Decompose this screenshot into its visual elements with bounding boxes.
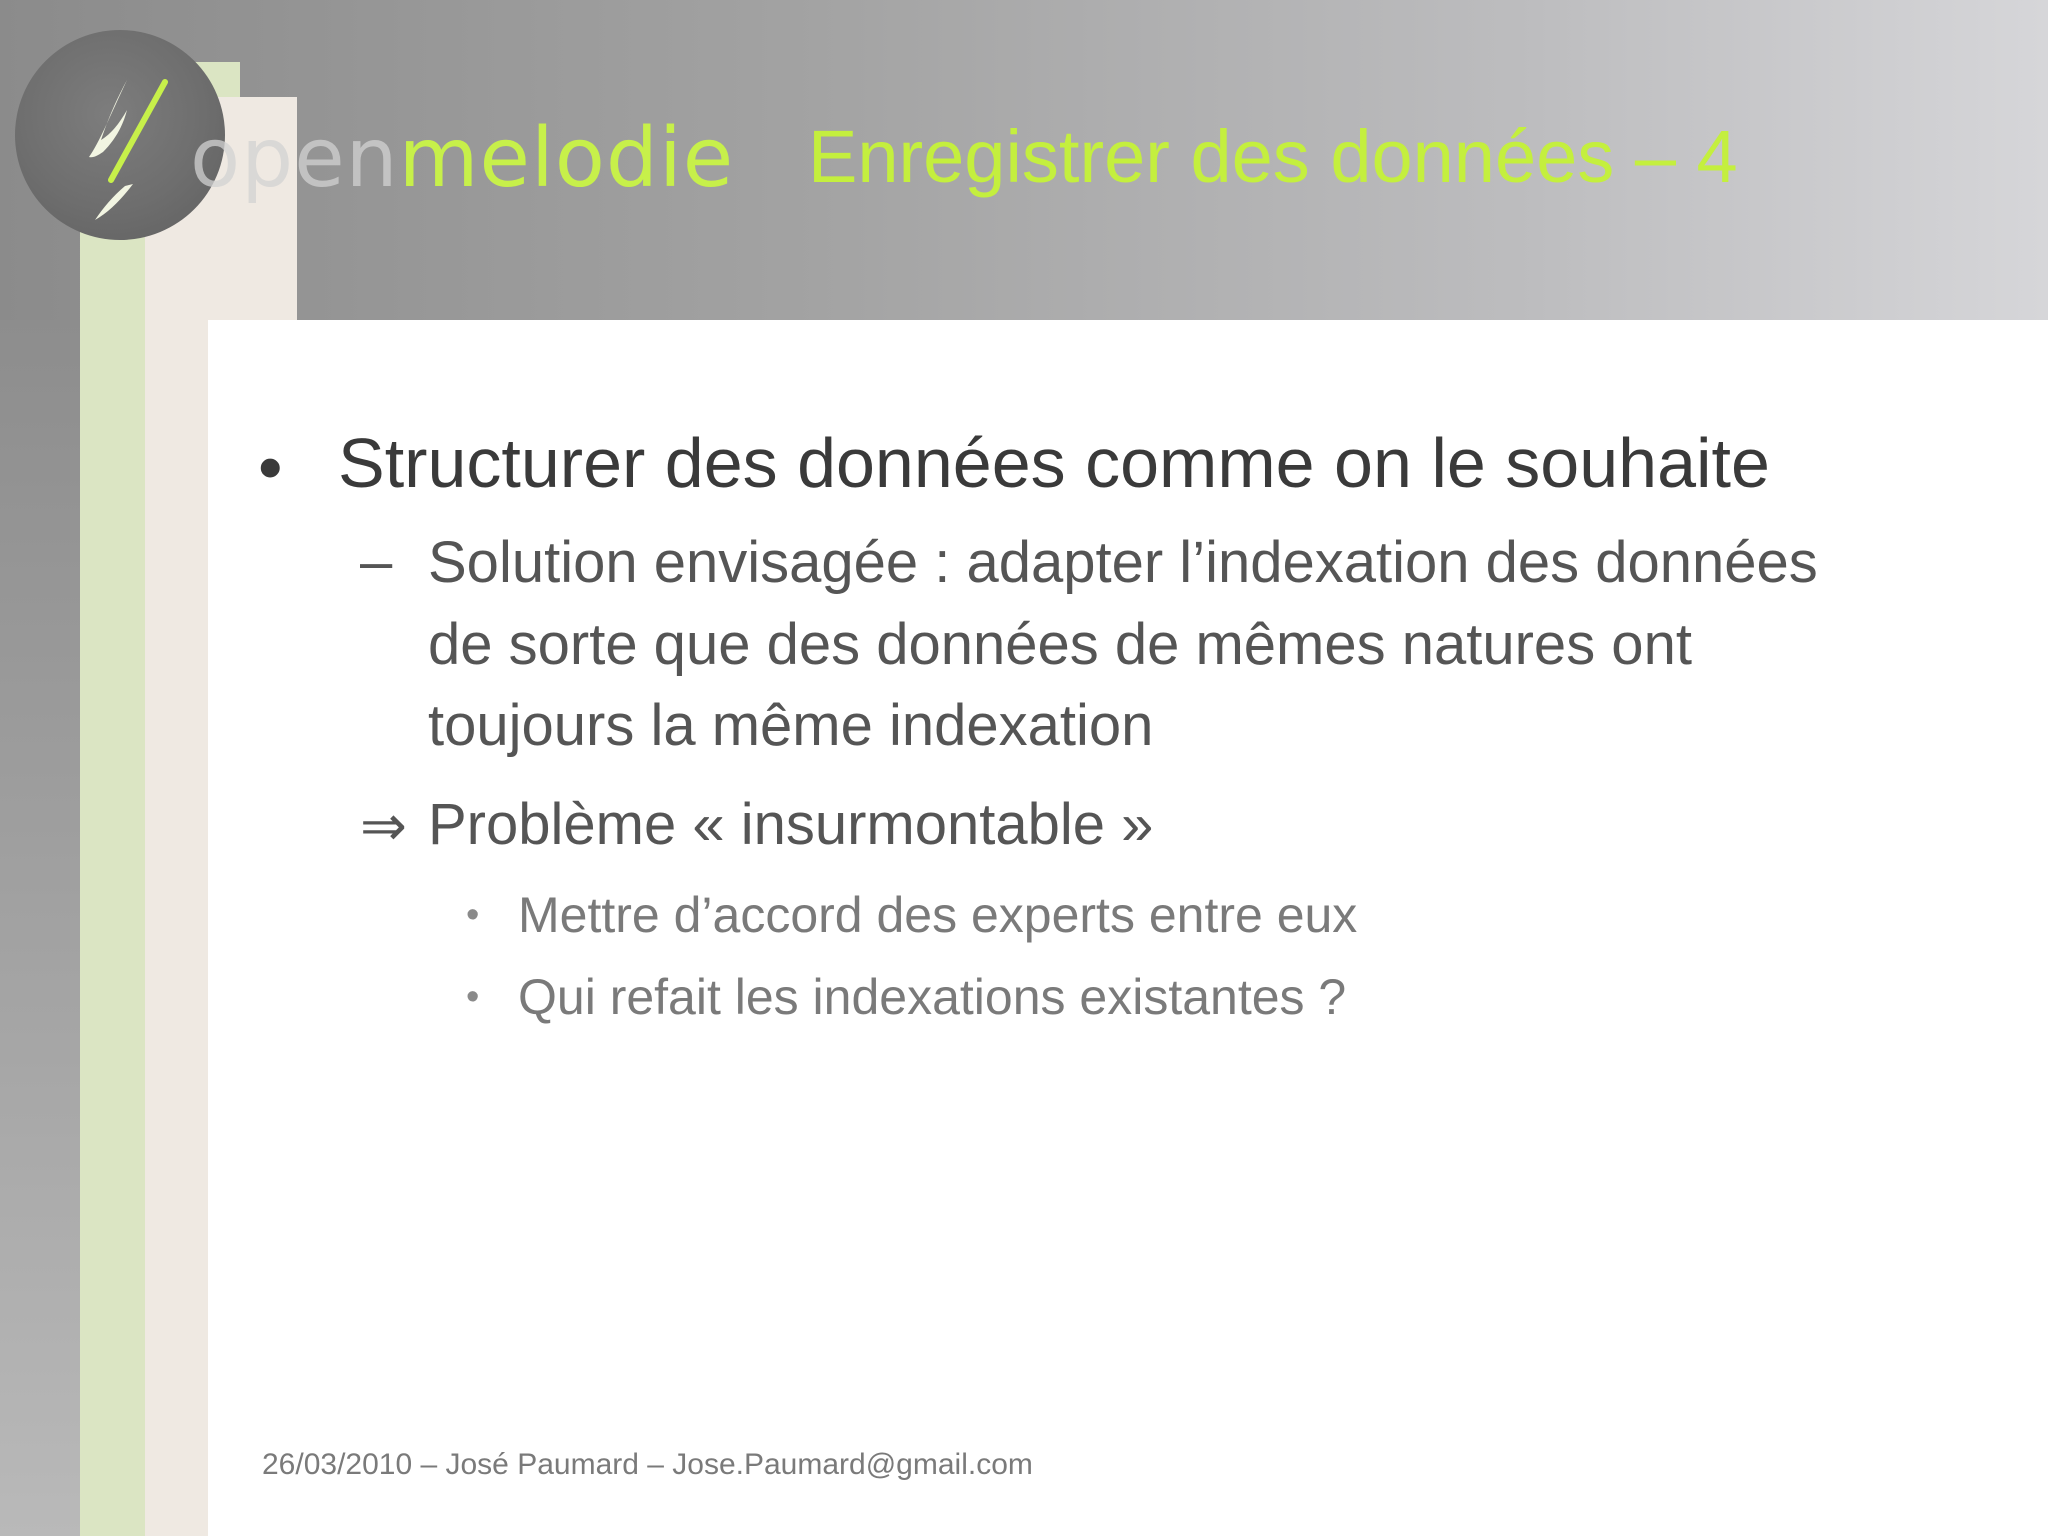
subsub-item-2: Qui refait les indexations existantes ? xyxy=(518,969,1347,1025)
subsub-item-1: Mettre d’accord des experts entre eux xyxy=(518,887,1358,943)
bullet-marker-small: • xyxy=(466,976,480,1018)
dash-marker: – xyxy=(360,529,393,594)
bullet-level1: Structurer des données comme on le souhaite xyxy=(338,424,1770,502)
slide-footer: 26/03/2010 – José Paumard – Jose.Paumard@gmail.com xyxy=(262,1448,1033,1481)
subbullet-line-3: toujours la même indexation xyxy=(428,693,1154,758)
implies-arrow-icon: ⇒ xyxy=(360,794,407,857)
logo-text-melodie: melodie xyxy=(398,111,735,206)
logo-wordmark xyxy=(190,111,735,206)
subbullet-line-1: Solution envisagée : adapter l’indexation des données xyxy=(428,530,1818,595)
bullet-marker: • xyxy=(258,428,283,506)
subbullet-line-2: de sorte que des données de mêmes natures ont xyxy=(428,612,1692,677)
consequence-text: Problème « insurmontable » xyxy=(428,792,1154,857)
logo-text-open: open xyxy=(190,111,399,206)
slide-title: Enregistrer des données – 4 xyxy=(808,115,1738,198)
bullet-marker-small: • xyxy=(466,894,480,936)
